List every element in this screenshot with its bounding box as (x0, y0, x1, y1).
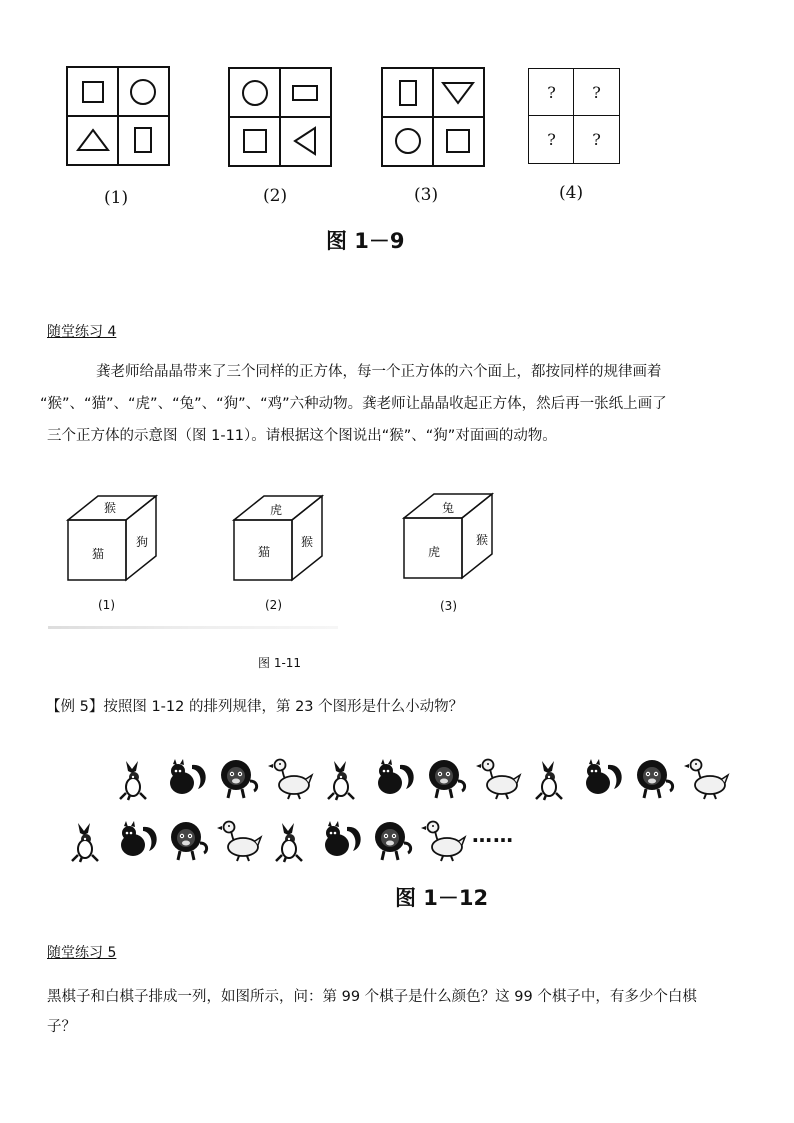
cube-3-top-label: 兔 (442, 501, 455, 515)
practice5-line1: 黑棋子和白棋子排成一列，如图所示，问：第 99 个棋子是什么颜色？这 99 个棋子中，有多少个白棋 (47, 989, 697, 1005)
cube-3-side-label: 猴 (476, 533, 489, 547)
squirrel-icon (164, 755, 210, 801)
cube-1-top-label: 猴 (104, 501, 117, 515)
question-mark: ? (592, 83, 601, 102)
rectangle-wide-shape (291, 84, 319, 102)
question-mark: ? (547, 83, 556, 102)
triangle-left-shape (292, 125, 318, 157)
practice4-line3: 三个正方体的示意图（图 1-11）。请根据这个图说出“猴”、“狗”对面画的动物。 (47, 428, 557, 444)
practice4-line1: 龚老师给晶晶带来了三个同样的正方体，每一个正方体的六个面上，都按同样的规律画着 (96, 364, 662, 380)
kangaroo-icon (268, 817, 314, 863)
squirrel-icon (319, 817, 365, 863)
circle-shape (128, 77, 158, 107)
fig9-title: 图 1－9 (326, 229, 405, 253)
fig9-label-2: (2) (263, 186, 288, 206)
kangaroo-icon (528, 755, 574, 801)
square-shape (242, 128, 268, 154)
squirrel-icon (580, 755, 626, 801)
lion-icon (216, 755, 262, 801)
duck-icon (268, 755, 314, 801)
scan-shadow-line (48, 626, 338, 629)
fig11-title: 图 1-11 (258, 656, 302, 670)
kangaroo-icon (64, 817, 110, 863)
kangaroo-icon (112, 755, 158, 801)
cube-2-top-label: 虎 (270, 503, 283, 517)
circle-shape (240, 78, 270, 108)
question-mark: ? (592, 130, 601, 149)
practice5-line2: 子？ (47, 1019, 76, 1035)
cube-1-side-label: 狗 (136, 535, 149, 549)
lion-icon (166, 817, 212, 863)
example5-question: 【例 5】按照图 1-12 的排列规律，第 23 个图形是什么小动物？ (46, 699, 464, 715)
cube-3-front-label: 虎 (428, 545, 441, 559)
fig9-label-3: (3) (414, 185, 439, 205)
sequence-ellipsis: …… (472, 823, 514, 847)
duck-icon (217, 817, 263, 863)
kangaroo-icon (320, 755, 366, 801)
question-mark: ? (547, 130, 556, 149)
cube-3-label: (3) (440, 599, 457, 613)
lion-icon (370, 817, 416, 863)
cube-2-front-label: 猫 (258, 545, 271, 559)
cube-2-label: (2) (265, 598, 282, 612)
triangle-up-shape (76, 127, 110, 153)
duck-icon (476, 755, 522, 801)
pattern-grid-4 (528, 68, 620, 164)
pattern-grid-1 (66, 66, 170, 166)
fig9-label-4: (4) (559, 183, 584, 203)
square-shape (445, 128, 471, 154)
square-shape (81, 80, 105, 104)
fig9-label-1: (1) (104, 188, 129, 208)
triangle-down-shape (441, 80, 475, 106)
duck-icon (421, 817, 467, 863)
lion-icon (424, 755, 470, 801)
practice4-line2: “猴”、“猫”、“虎”、“兔”、“狗”、“鸡”六种动物。龚老师让晶晶收起正方体，然后再一张纸上画了 (40, 396, 667, 412)
squirrel-icon (115, 817, 161, 863)
cube-1-front-label: 猫 (92, 547, 105, 561)
pattern-grid-3 (381, 67, 485, 167)
cube-1-label: (1) (98, 598, 115, 612)
pattern-grid-2 (228, 67, 332, 167)
practice5-heading: 随堂练习 5 (47, 945, 117, 961)
circle-shape (393, 126, 423, 156)
practice4-heading: 随堂练习 4 (47, 324, 117, 340)
cube-2-side-label: 猴 (301, 535, 314, 549)
rectangle-tall-shape (398, 79, 418, 107)
duck-icon (684, 755, 730, 801)
fig12-title: 图 1－12 (395, 886, 489, 910)
rectangle-tall-shape (133, 126, 153, 154)
squirrel-icon (372, 755, 418, 801)
lion-icon (632, 755, 678, 801)
